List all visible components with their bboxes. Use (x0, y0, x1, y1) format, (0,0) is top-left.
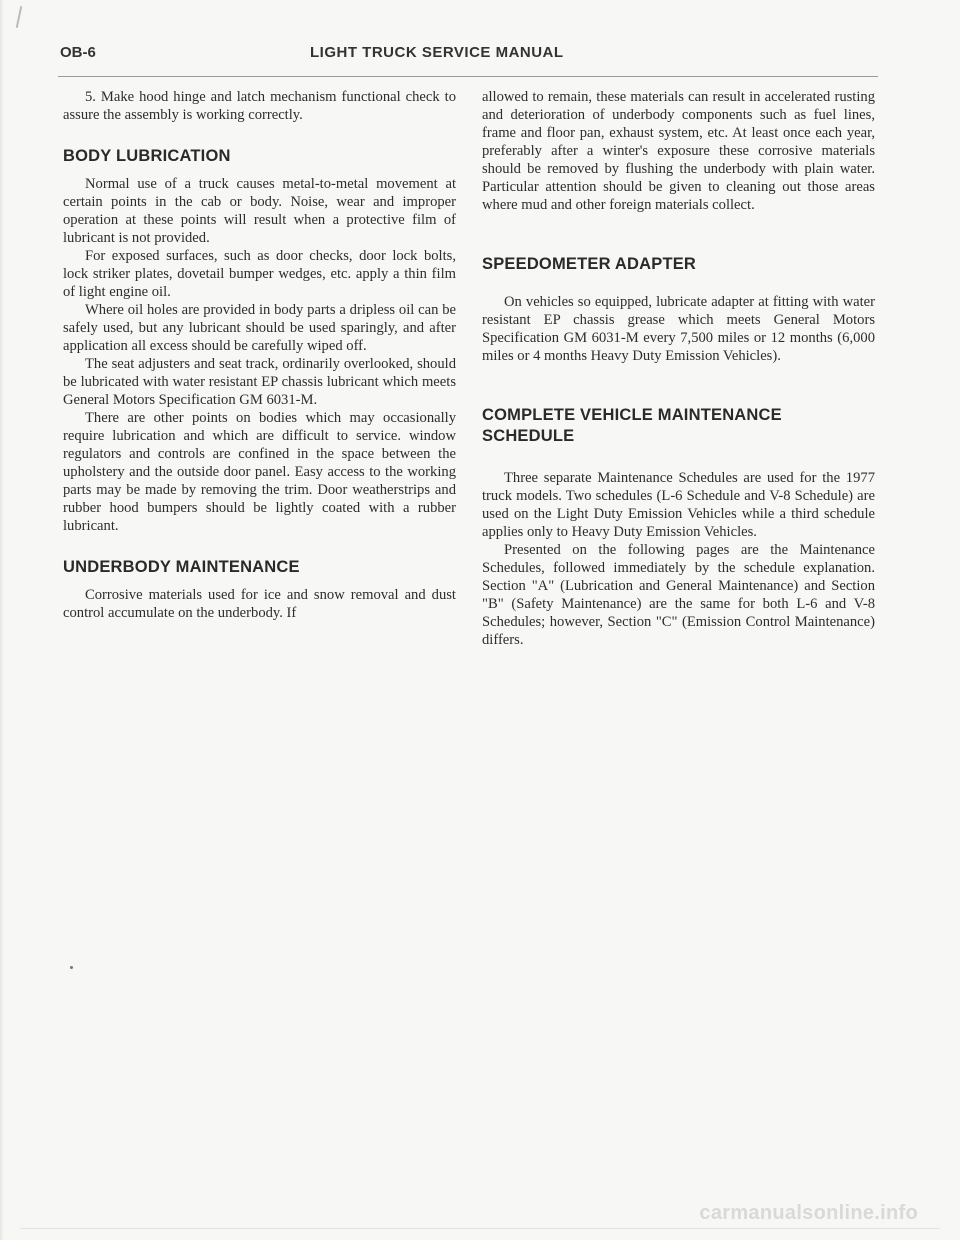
underbody-continuation: allowed to remain, these materials can result in accelerated rusting and deterioration of underbody components such as fuel lines, frame and floor pan, exhaust system, etc. At least once each year, preferably after a winter's exposure these corrosive materials should be removed by flushing the underbody with plain water. Particular attention should be given to cleaning out those areas where mud and other foreign materials collect. (482, 89, 875, 213)
schedule-paragraph: Presented on the following pages are the Maintenance Schedules, followed immediately by the schedule explanation. Section "A" (Lubrication and General Maintenance) and Section "B" (Safety Maintenance) are the same for both L-6 and V-8 Schedules; however, Section "C" (Emission Control Maintenance) differs. (482, 542, 875, 648)
body-lube-paragraph: Normal use of a truck causes metal-to-metal movement at certain points in the cab or body. Noise, wear and improper operation at these points will result when a protective film of lubricant is not provided. (63, 176, 456, 246)
heading-speedometer-adapter: SPEEDOMETER ADAPTER (482, 255, 697, 273)
heading-maintenance-schedule-line2: SCHEDULE (482, 427, 575, 445)
speedometer-paragraph: On vehicles so equipped, lubricate adapter at fitting with water resistant EP chassis grease which meets General Motors Specification GM 6031-M every 7,500 miles or 12 months (6,000 miles or 4 months Heavy Duty Emission Vehicles). (482, 294, 875, 364)
underbody-paragraph: Corrosive materials used for ice and snow removal and dust control accumulate on the underbody. If (63, 587, 456, 621)
page-number: OB-6 (60, 44, 96, 61)
heading-body-lubrication: BODY LUBRICATION (63, 147, 231, 165)
body-lube-paragraph: There are other points on bodies which may occasionally require lubrication and which are difficult to service. window regulators and controls are confined in the space between the upholstery and the outside door panel. Easy access to the working parts may be made by removing the trim. Door weatherstrips and rubber hood bumpers should be lightly coated with a rubber lubricant. (63, 410, 456, 534)
scan-speck (70, 966, 73, 969)
heading-maintenance-schedule-line1: COMPLETE VEHICLE MAINTENANCE (482, 406, 782, 424)
heading-underbody-maintenance: UNDERBODY MAINTENANCE (63, 558, 300, 576)
page-edge-shadow (0, 0, 4, 1240)
watermark-text: carmanualsonline.info (699, 1202, 918, 1224)
intro-paragraph: 5. Make hood hinge and latch mechanism functional check to assure the assembly is working correctly. (63, 89, 456, 123)
left-column (63, 88, 456, 622)
running-title: LIGHT TRUCK SERVICE MANUAL (310, 44, 564, 61)
header-rule (58, 76, 878, 77)
body-lube-paragraph: The seat adjusters and seat track, ordinarily overlooked, should be lubricated with water resistant EP chassis lubricant which meets General Motors Specification GM 6031-M. (63, 356, 456, 408)
scan-mark (16, 6, 23, 28)
right-column (482, 88, 875, 649)
scan-bottom-line (20, 1228, 940, 1229)
body-lube-paragraph: Where oil holes are provided in body parts a dripless oil can be safely used, but any lubricant should be used sparingly, and after application all excess should be carefully wiped off. (63, 302, 456, 354)
body-lube-paragraph: For exposed surfaces, such as door checks, door lock bolts, lock striker plates, dovetail bumper wedges, etc. apply a thin film of light engine oil. (63, 248, 456, 300)
page-header (60, 44, 880, 68)
schedule-paragraph: Three separate Maintenance Schedules are used for the 1977 truck models. Two schedules (L-6 Schedule and V-8 Schedule) are used on the Light Duty Emission Vehicles while a third schedule applies only to Heavy Duty Emission Vehicles. (482, 470, 875, 540)
